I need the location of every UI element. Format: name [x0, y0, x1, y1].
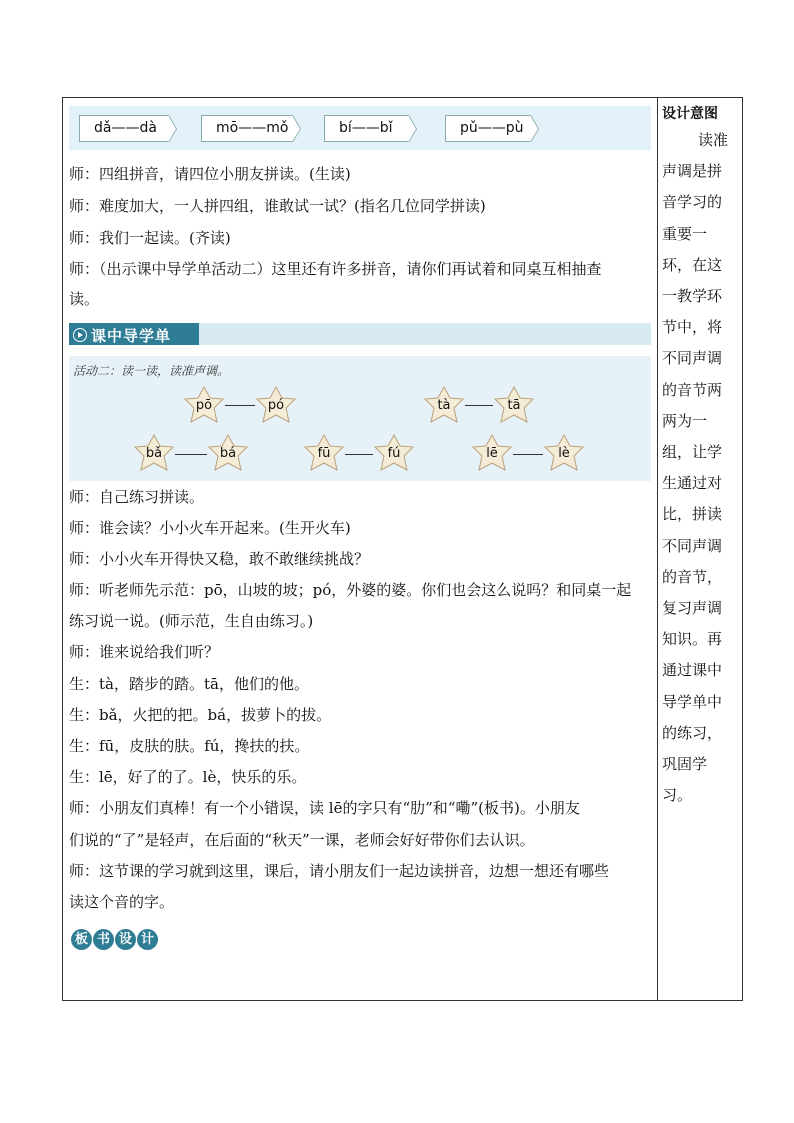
intent-line: 的音节两: [662, 380, 723, 399]
dialog-line: 师：小朋友们真棒！有一个小错误，读 lē的字只有“肋”和“嘞”(板书)。小朋友: [69, 799, 580, 817]
dialog-line: 师：谁来说给我们听？: [69, 643, 220, 661]
dialog-line: 练习说一说。(师示范，生自由练习。): [69, 612, 314, 630]
pinyin-card: dǎ——dà: [79, 115, 169, 142]
intent-line: 组，让学: [662, 443, 723, 462]
intent-line: 一教学环: [662, 287, 723, 306]
intent-line: 不同声调: [662, 349, 723, 368]
dialog-line: 生：fū，皮肤的肤。fú，搀扶的扶。: [69, 737, 310, 755]
intent-line: 声调是拼: [662, 162, 723, 181]
intent-line: 复习声调: [662, 599, 723, 618]
design-intent-body: [662, 125, 740, 811]
intent-line: 读准: [698, 131, 729, 149]
intent-line: 导学单中: [662, 692, 723, 711]
intent-line: 的练习，: [662, 723, 723, 742]
pair-connector: [225, 405, 255, 406]
intent-line: 环，在这: [662, 255, 723, 274]
pair-connector: [345, 454, 373, 455]
dialog-line: 师：我们一起读。(齐读): [69, 229, 231, 247]
section-banner: [69, 323, 651, 345]
intent-line: 生通过对: [662, 474, 723, 493]
board-heading-char: 设: [115, 929, 136, 950]
board-design-heading: [71, 928, 159, 950]
dialog-line: 生：tà，踏步的踏。tā，他们的他。: [69, 675, 309, 693]
star-card: tā: [493, 386, 535, 424]
star-card: tà: [423, 386, 465, 424]
pair-connector: [513, 454, 543, 455]
section-banner-title: 课中导学单: [73, 325, 171, 346]
star-card: bá: [207, 434, 249, 472]
dialog-line: 师：自己练习拼读。: [69, 488, 205, 506]
play-icon: [73, 328, 87, 342]
dialog-line: 师：这节课的学习就到这里，课后，请小朋友们一起边读拼音，边想一想还有哪些: [69, 862, 610, 880]
dialog-line: 师：小小火车开得快又稳，敢不敢继续挑战？: [69, 550, 370, 568]
activity-panel: [69, 356, 651, 481]
activity-title: 活动二：读一读，读准声调。: [73, 364, 230, 378]
dialog-line: 读这个音的字。: [69, 893, 175, 911]
intent-line: 习。: [662, 786, 693, 805]
dialog-line: 师：谁会读？小小火车开起来。(生开火车): [69, 519, 351, 537]
intent-line: 重要一: [662, 224, 708, 243]
star-card: bǎ: [133, 434, 175, 472]
intent-line: 不同声调: [662, 536, 723, 555]
intent-line: 通过课中: [662, 661, 723, 680]
dialog-line: 生：lē，好了的了。lè，快乐的乐。: [69, 768, 307, 786]
design-intent-title: 设计意图: [662, 106, 718, 122]
pair-connector: [465, 405, 493, 406]
star-card: lē: [471, 434, 513, 472]
design-intent-column: [662, 100, 740, 811]
star-card: lè: [543, 434, 585, 472]
column-divider: [657, 97, 658, 1001]
intent-line: 节中，将: [662, 318, 723, 337]
intent-line: 音学习的: [662, 193, 723, 212]
intent-line: 的音节，: [662, 567, 723, 586]
dialog-line: 师：听老师先示范：pō，山坡的坡；pó，外婆的婆。你们也会这么说吗？和同桌一起: [69, 581, 632, 599]
star-card: pó: [255, 386, 297, 424]
board-heading-char: 板: [71, 929, 92, 950]
star-card: pō: [183, 386, 225, 424]
board-heading-char: 书: [93, 929, 114, 950]
intent-line: 知识。再: [662, 630, 723, 649]
pair-connector: [175, 454, 207, 455]
dialog-line: 师：难度加大，一人拼四组，谁敢试一试？(指名几位同学拼读): [69, 197, 486, 215]
intent-line: 比，拼读: [662, 505, 723, 524]
dialog-line: 师：四组拼音，请四位小朋友拼读。(生读): [69, 165, 351, 183]
star-card: fū: [303, 434, 345, 472]
pinyin-card-strip: [69, 106, 651, 150]
dialog-line: 们说的“了”是轻声，在后面的“秋天”一课，老师会好好带你们去认识。: [69, 831, 535, 849]
pinyin-card: pǔ——pù: [445, 115, 531, 142]
intent-line: 巩固学: [662, 755, 708, 774]
star-card: fú: [373, 434, 415, 472]
dialog-line: 生：bǎ，火把的把。bá，拔萝卜的拔。: [69, 706, 332, 724]
dialog-line: 师：（出示课中导学单活动二）这里还有许多拼音，请你们再试着和同桌互相抽查: [69, 260, 602, 278]
dialog-line: 读。: [69, 290, 100, 308]
pinyin-card: bí——bǐ: [324, 115, 409, 142]
pinyin-card: mō——mǒ: [201, 115, 293, 142]
board-heading-char: 计: [137, 929, 158, 950]
intent-line: 两为一: [662, 411, 708, 430]
